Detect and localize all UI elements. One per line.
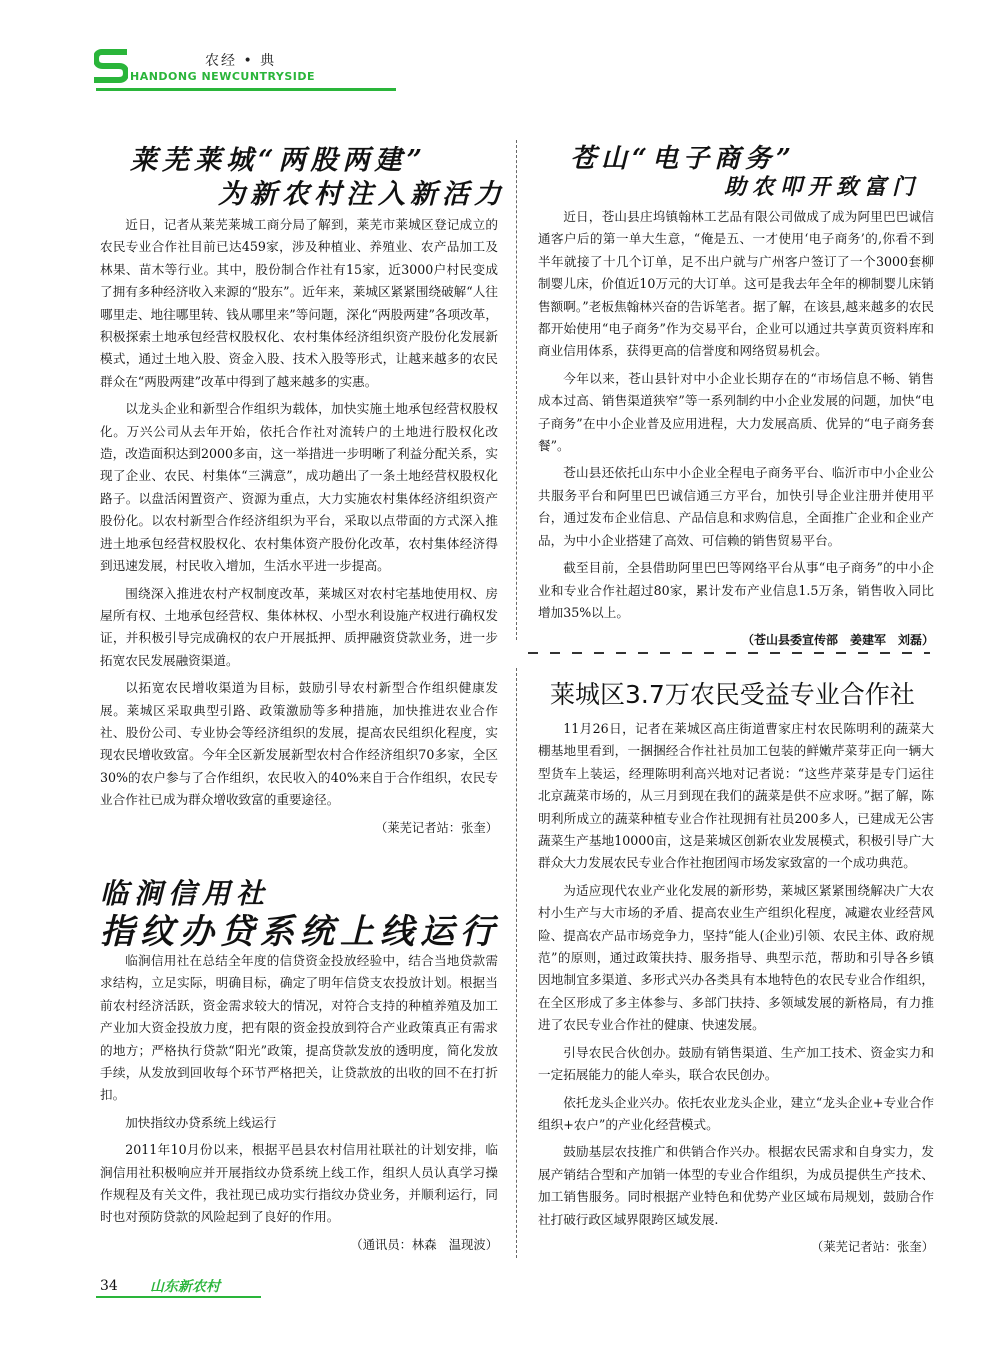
article4-body — [538, 718, 934, 1258]
article4-paragraph: 为适应现代农业产业化发展的新形势，莱城区紧紧围绕解决广大农村小生产与大市场的矛盾、提高农业生产组织化程度，减避农业经营风险、提高农产品市场竞争力，坚持“能人(企业)引领、农民主体、政府规范”的原则，通过政策扶持、服务指导、典型示范，帮助和引导各乡镇因地制宜多渠道、多形式兴办各类具有本地特色的农民专业合作组织，在全区形成了多主体参与、多部门扶持、多领域发展的新格局，有力推进了农民专业合作社的健康、快速发展。 — [538, 882, 934, 1033]
header-rule — [96, 88, 396, 91]
article4-paragraph: 鼓励基层农技推广和供销合作兴办。根据农民需求和自身实力，发展产销结合型和产加销一体型的专业合作组织，为成员提供生产技术、加工销售服务。同时根据产业特色和优势产业区域布局规划，鼓励合作社打破行政区域界限跨区域发展. — [538, 1144, 934, 1227]
article3-title-line1: 苍山“电子商务” — [570, 144, 796, 174]
article1-title-line2: 为新农村注入新活力 — [218, 179, 506, 210]
brand-chinese-name: 农经 • 典 — [205, 53, 277, 69]
footer-rule — [96, 1296, 261, 1298]
article3-paragraph: 近日，苍山县庄坞镇翰林工艺品有限公司做成了成为阿里巴巴诚信通客户后的第一单大生意，“俺是五、一才使用‘电子商务’的,你看不到半年就接了十几个订单，足不出户就与广州客户签订了一个3000套柳制婴儿床，价值近10万元的大订单。这可是我去年全年的柳制婴儿床销售额啊。”老板焦翰林兴奋的告诉笔者。据了解，在该县,越来越多的农民都开始使用“电子商务”作为交易平台，企业可以通过共享黄页资料库和商业信用体系，获得更高的信誉度和网络贸易机会。 — [538, 209, 934, 359]
article2-paragraph: 临涧信用社在总结全年度的信贷资金投放经验中，结合当地贷款需求结构，立足实际，明确目标，确定了明年信贷支农投放计划。根据当前农村经济活跃，资金需求较大的情况，对符合支持的种植养殖及加工产业加大资金投放力度，把有限的资金投放到符合产业政策真正有需求的地方；严格执行贷款“阳光”政策，提高贷款发放的透明度，简化发放手续，从发放到回收每个环节严格把关，让贷款放的出收的回不在打折扣。 — [100, 953, 498, 1103]
article2-title-line1: 临涧信用社 — [100, 877, 271, 910]
section-dashed-divider — [528, 652, 930, 654]
article3-body — [538, 206, 934, 652]
article2-paragraph: 2011年10月份以来，根据平邑县农村信用社联社的计划安排，临涧信用社积极响应并开展指纹办贷系统上线工作，组织人员认真学习操作规程及有关文件，我社现已成功实行指纹办贷业务，并顺利运行，同时也对预防贷款的风险起到了良好的作用。 — [100, 1142, 498, 1225]
article1-paragraph: 以龙头企业和新型合作组织为载体，加快实施土地承包经营权股权化。万兴公司从去年开始，依托合作社对流转户的土地进行股权化改造，改造面积达到2000多亩，这一举措进一步明晰了利益分配关系，实现了企业、农民、村集体“三满意”，成功趟出了一条土地经营权股权化路子。以盘活闲置资产、资源为重点，大力实施农村集体经济组织资产股份化。以农村新型合作经济组织为平台，采取以点带面的方式深入推进土地承包经营权股权化、农村集体资产股份化改革，农村集体经济得到迅速发展，村民收入增加，生活水平进一步提高。 — [100, 401, 498, 574]
article4-title: 莱城区3.7万农民受益专业合作社 — [550, 680, 915, 709]
article4-paragraph: 引导农民合伙创办。鼓励有销售渠道、生产加工技术、资金实力和一定拓展能力的能人牵头，联合农民创办。 — [538, 1044, 934, 1083]
article1-title-line1: 莱芜莱城“两股两建” — [130, 145, 428, 176]
article1-paragraph: 以拓宽农民增收渠道为目标，鼓励引导农村新型合作组织健康发展。莱城区采取典型引路、政策激励等多种措施，加快推进农业合作社、股份公司、专业协会等经济组织的发展，提高农民组织化程度，实现农民增收致富。今年全区新发展新型农村合作经济组织70多家，全区30%的农户参与了合作组织，农民收入的40%来自于合作组织，农民专业合作社已成为群众增收致富的重要途径。 — [100, 680, 498, 808]
brand-english-name: HANDONG NEWCUNTRYSIDE — [130, 70, 316, 83]
article4-paragraph: 11月26日，记者在莱城区高庄街道曹家庄村农民陈明利的蔬菜大棚基地里看到，一捆捆经合作社社员加工包装的鲜嫩芹菜芽正向一辆大型货车上装运，经理陈明利高兴地对记者说：“这些芹菜芽是专门运往北京蔬菜市场的，从三月到现在我们的蔬菜是供不应求呀。”据了解，陈明利所成立的蔬菜种植专业合作社现拥有社员200多人，已建成无公害蔬菜生产基地10000亩，这是莱城区创新农业发展模式，积极引导广大群众大力发展农民专业合作社抱团闯市场发家致富的一个成功典范。 — [538, 721, 934, 871]
column-divider-bottom — [516, 668, 518, 1258]
footer-magazine-name: 山东新农村 — [150, 1279, 220, 1295]
article4-paragraph: 依托龙头企业兴办。依托农业龙头企业，建立“龙头企业+专业合作组织+农户”的产业化经营模式。 — [538, 1094, 934, 1132]
article3-title-line2: 助农叩开致富门 — [724, 174, 921, 200]
article3-source: （苍山县委宣传部 姜建军 刘磊） — [741, 633, 934, 648]
article3-paragraph: 今年以来，苍山县针对中小企业长期存在的“市场信息不畅、销售成本过高、销售渠道狭窄”等一系列制约中小企业发展的问题，加快“电子商务”在中小企业普及应用进程，大力发展高质、优异的“电子商务套餐”。 — [538, 370, 934, 454]
article3-paragraph: 截至目前，全县借助阿里巴巴等网络平台从事“电子商务”的中小企业和专业合作社超过80家，累计发布产业信息1.5万条，销售收入同比增加35%以上。 — [538, 560, 934, 620]
article3-paragraph: 苍山县还依托山东中小企业全程电子商务平台、临沂市中小企业公共服务平台和阿里巴巴诚信通三方平台，加快引导企业注册并使用平台，通过发布企业信息、产品信息和求购信息，全面推广企业和企业产品，为中小企业搭建了高效、可信赖的销售贸易平台。 — [538, 465, 934, 548]
page-number: 34 — [100, 1278, 118, 1294]
article2-subheading: 加快指纹办贷系统上线运行 — [125, 1114, 277, 1130]
article4-source: （莱芜记者站：张奎） — [811, 1239, 934, 1254]
column-divider-top — [516, 140, 518, 640]
article2-source: （通讯员：林森 温现波） — [350, 1237, 498, 1252]
article2-title-line2: 指纹办贷系统上线运行 — [100, 912, 500, 952]
article1-paragraph: 近日，记者从莱芜莱城工商分局了解到，莱芜市莱城区登记成立的农民专业合作社目前已达459家，涉及种植业、养殖业、农产品加工及林果、苗木等行业。其中，股份制合作社有15家，近3000户村民变成了拥有多种经济收入来源的“股东”。近年来，莱城区紧紧围绕破解“人往哪里走、地往哪里转、钱从哪里来”等问题，深化“两股两建”各项改革，积极探索土地承包经营权股权化、农村集体经济组织资产股份化发展新模式，通过土地入股、资金入股、技术入股等形式，让越来越多的农民群众在“两股两建”改革中得到了越来越多的实惠。 — [100, 217, 498, 389]
logo-s-icon — [94, 46, 128, 86]
article2-body — [100, 950, 498, 1256]
article1-source: （莱芜记者站：张奎） — [375, 820, 498, 835]
article1-paragraph: 围绕深入推进农村产权制度改革，莱城区对农村宅基地使用权、房屋所有权、土地承包经营权、集体林权、小型水利设施产权进行确权发证，并积极引导完成确权的农户开展抵押、质押融资贷款业务，进一步拓宽农民发展融资渠道。 — [100, 585, 498, 668]
article1-body — [100, 214, 498, 839]
